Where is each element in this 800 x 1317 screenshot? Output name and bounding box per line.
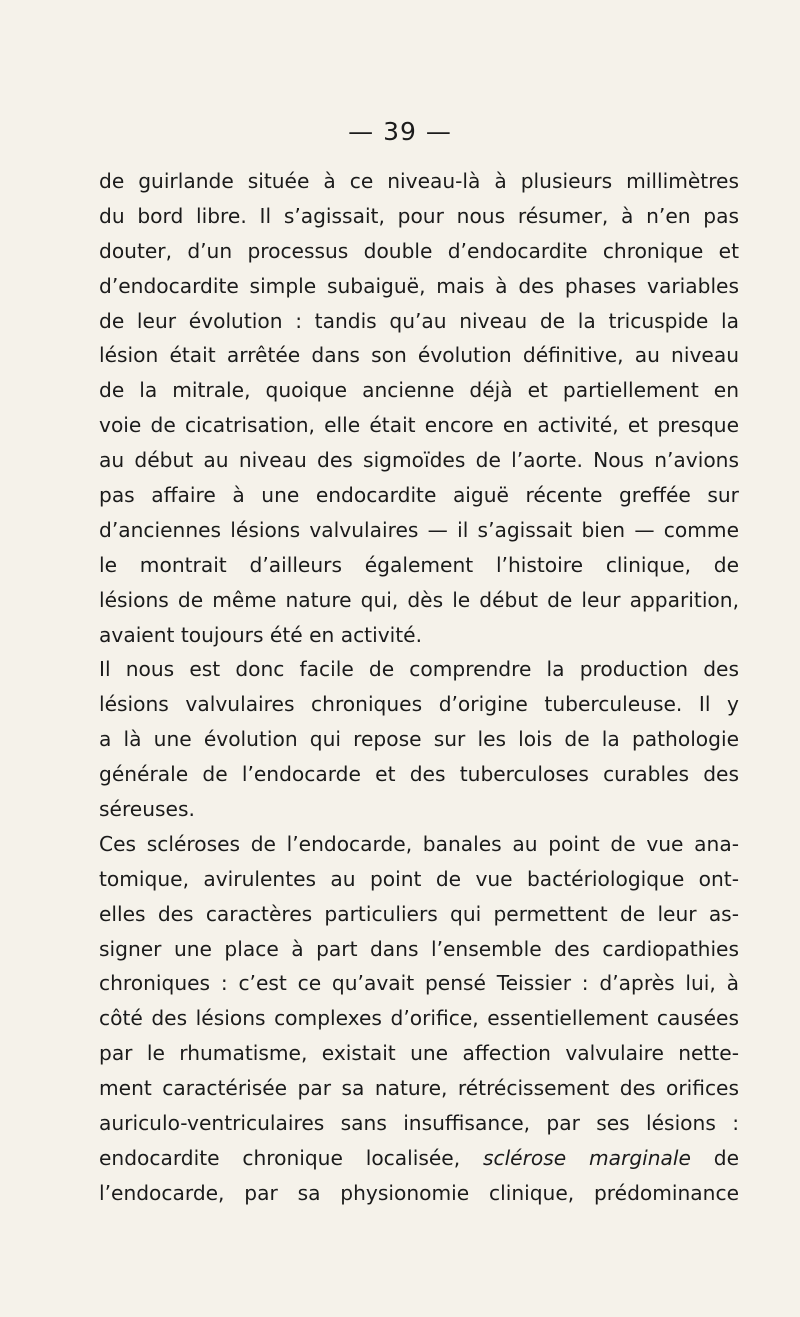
text-line-19: séreuses. bbox=[99, 797, 195, 822]
text-line-4: d’endocardite simple subaiguë, mais à des phases variables bbox=[99, 273, 739, 298]
text-line-6: lésion était arrêtée dans son évolution définitive, au niveau bbox=[99, 343, 739, 368]
body-text bbox=[99, 164, 739, 1211]
line29-after: de bbox=[713, 1145, 739, 1170]
text-line-17: a là une évolution qui repose sur les lois de la pathologie bbox=[99, 727, 739, 752]
text-line-28: auriculo-ventriculaires sans insuffisance, par ses lésions : bbox=[99, 1111, 739, 1136]
text-line-24: chroniques : c’est ce qu’avait pensé Teissier : d’après lui, à bbox=[99, 971, 739, 996]
line29-before: endocardite chronique localisée, bbox=[99, 1145, 461, 1170]
text-line-23: signer une place à part dans l’ensemble des cardiopathies bbox=[99, 936, 739, 961]
text-line-20: Ces scléroses de l’endocarde, banales au point de vue ana- bbox=[99, 831, 739, 856]
text-line-13: lésions de même nature qui, dès le début de leur apparition, bbox=[99, 587, 739, 612]
text-line-2: du bord libre. Il s’agissait, pour nous résumer, à n’en pas bbox=[99, 203, 739, 228]
text-line-22: elles des caractères particuliers qui permettent de leur as- bbox=[99, 901, 739, 926]
text-line-27: ment caractérisée par sa nature, rétrécissement des orifices bbox=[99, 1076, 739, 1101]
text-line-12: le montrait d’ailleurs également l’histoire clinique, de bbox=[99, 552, 739, 577]
text-line-16: lésions valvulaires chroniques d’origine tuberculeuse. Il y bbox=[99, 692, 739, 717]
text-line-5: de leur évolution : tandis qu’au niveau de la tricuspide la bbox=[99, 308, 739, 333]
text-line-18: générale de l’endocarde et des tuberculoses curables des bbox=[99, 762, 739, 787]
text-line-11: d’anciennes lésions valvulaires — il s’agissait bien — comme bbox=[99, 517, 739, 542]
text-line-21: tomique, avirulentes au point de vue bactériologique ont- bbox=[99, 866, 739, 891]
text-line-14: avaient toujours été en activité. bbox=[99, 622, 422, 647]
line29-italic: sclérose marginale bbox=[482, 1145, 691, 1170]
text-line-15: Il nous est donc facile de comprendre la production des bbox=[99, 657, 739, 682]
text-line-7: de la mitrale, quoique ancienne déjà et partiellement en bbox=[99, 378, 739, 403]
text-line-26: par le rhumatisme, existait une affection valvulaire nette- bbox=[99, 1041, 739, 1066]
page-number: — 39 — bbox=[348, 117, 452, 146]
text-line-30: l’endocarde, par sa physionomie clinique, prédominance bbox=[99, 1180, 739, 1205]
text-line-25: côté des lésions complexes d’orifice, essentiellement causées bbox=[99, 1006, 739, 1031]
text-line-9: au début au niveau des sigmoïdes de l’aorte. Nous n’avions bbox=[99, 448, 739, 473]
text-line-3: douter, d’un processus double d’endocardite chronique et bbox=[99, 238, 739, 263]
text-line-1: de guirlande située à ce niveau-là à plusieurs millimètres bbox=[99, 169, 739, 193]
text-line-8: voie de cicatrisation, elle était encore en activité, et presque bbox=[99, 413, 739, 438]
text-line-29 bbox=[99, 1141, 739, 1176]
text-line-10: pas affaire à une endocardite aiguë récente greffée sur bbox=[99, 483, 739, 508]
